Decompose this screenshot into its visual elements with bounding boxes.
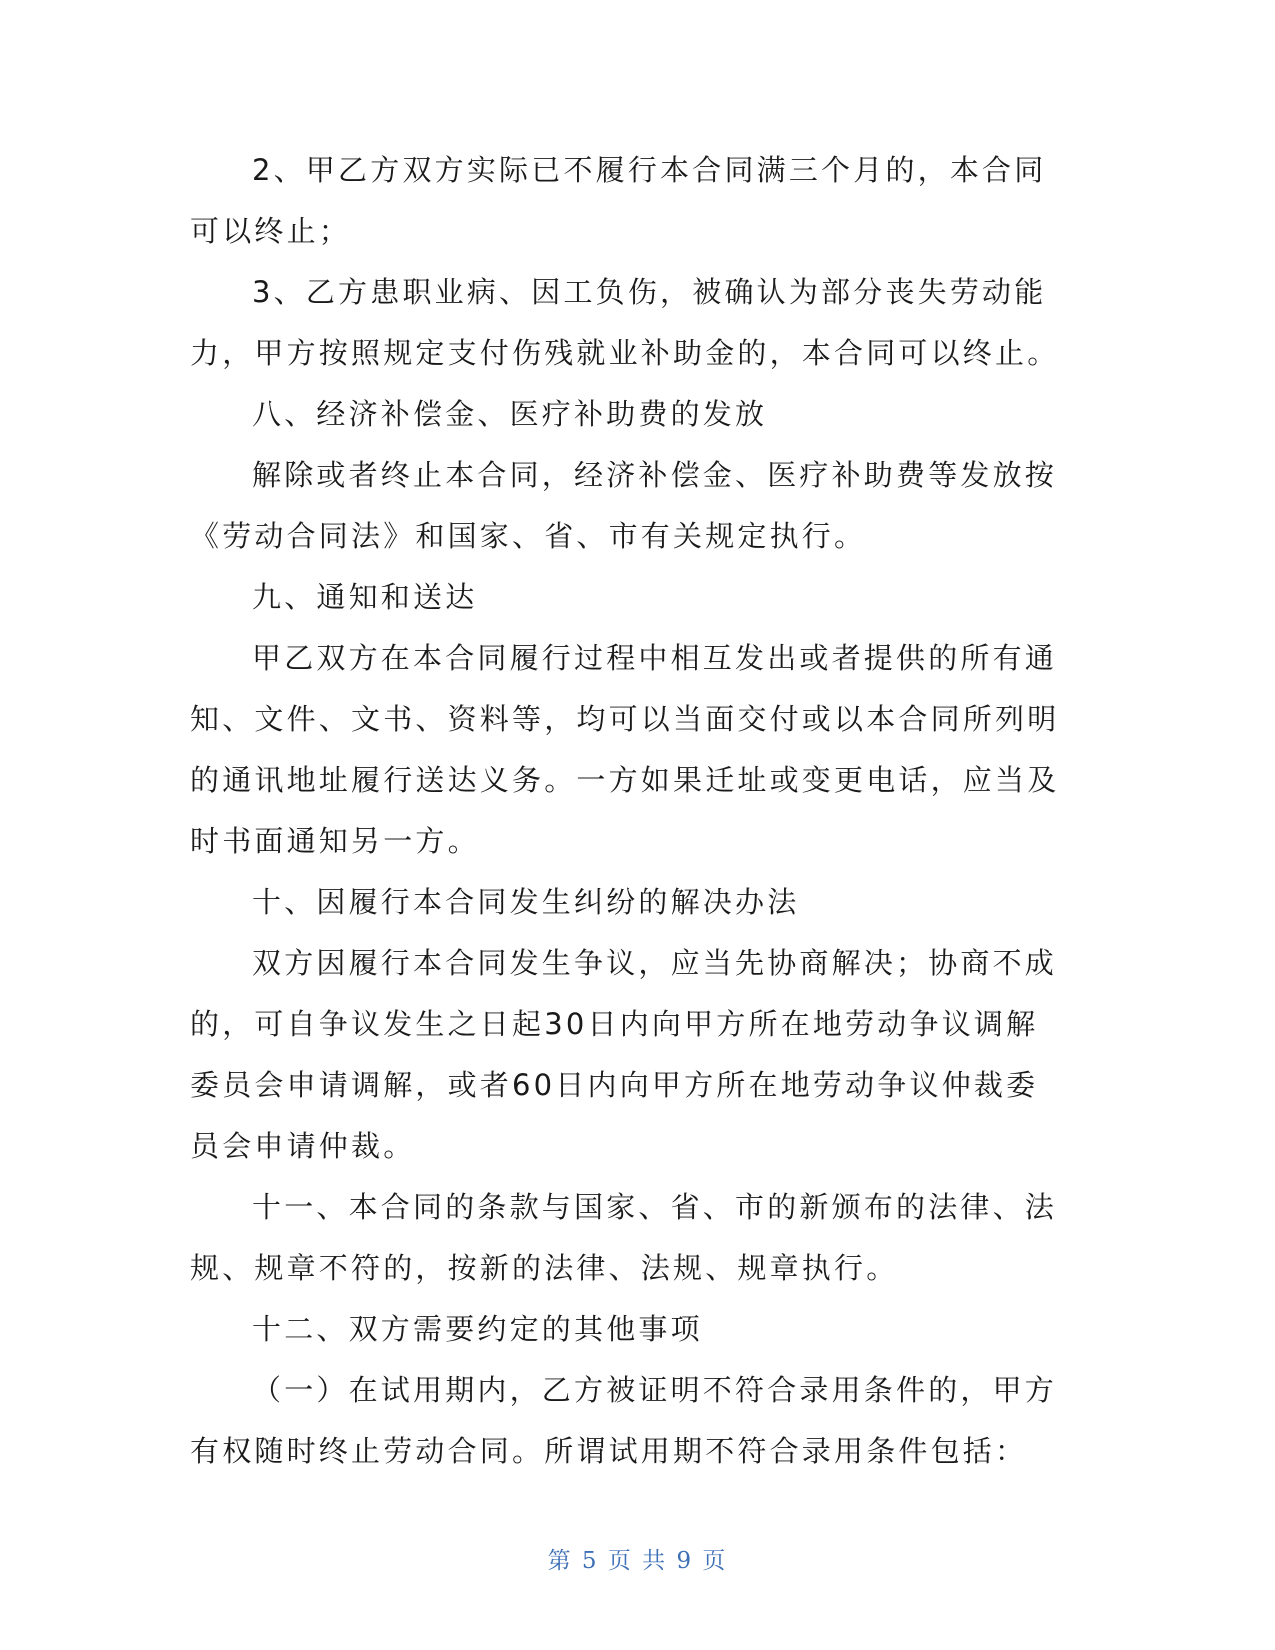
section-12-item-1: （一）在试用期内，乙方被证明不符合录用条件的，甲方有权随时终止劳动合同。所谓试用期不符合录用条件包括：: [190, 1373, 1058, 1468]
section-10-heading: 十、因履行本合同发生纠纷的解决办法: [252, 885, 800, 919]
section-10-body: 双方因履行本合同发生争议，应当先协商解决；协商不成的，可自争议发生之日起30日内向甲方所在地劳动争议调解委员会申请调解，或者60日内向甲方所在地劳动争议仲裁委员会申请仲裁。: [190, 946, 1058, 1163]
page-number-footer: 第 5 页 共 9 页: [547, 1548, 728, 1574]
section-8-body: 解除或者终止本合同，经济补偿金、医疗补助费等发放按《劳动合同法》和国家、省、市有关规定执行。: [190, 458, 1058, 553]
document-body: [190, 140, 1070, 1482]
section-12-heading: 十二、双方需要约定的其他事项: [252, 1312, 703, 1346]
clause-2-termination: 2、甲乙方双方实际已不履行本合同满三个月的，本合同可以终止；: [190, 153, 1047, 248]
section-11-body: 十一、本合同的条款与国家、省、市的新颁布的法律、法规、规章不符的，按新的法律、法规、规章执行。: [190, 1190, 1058, 1285]
clause-3-termination: 3、乙方患职业病、因工负伤，被确认为部分丧失劳动能力，甲方按照规定支付伤残就业补助金的，本合同可以终止。: [190, 275, 1060, 370]
section-9-heading: 九、通知和送达: [252, 580, 478, 614]
section-8-heading: 八、经济补偿金、医疗补助费的发放: [252, 397, 768, 431]
section-9-body: 甲乙双方在本合同履行过程中相互发出或者提供的所有通知、文件、文书、资料等，均可以当面交付或以本合同所列明的通讯地址履行送达义务。一方如果迁址或变更电话，应当及时书面通知另一方。: [190, 641, 1060, 858]
